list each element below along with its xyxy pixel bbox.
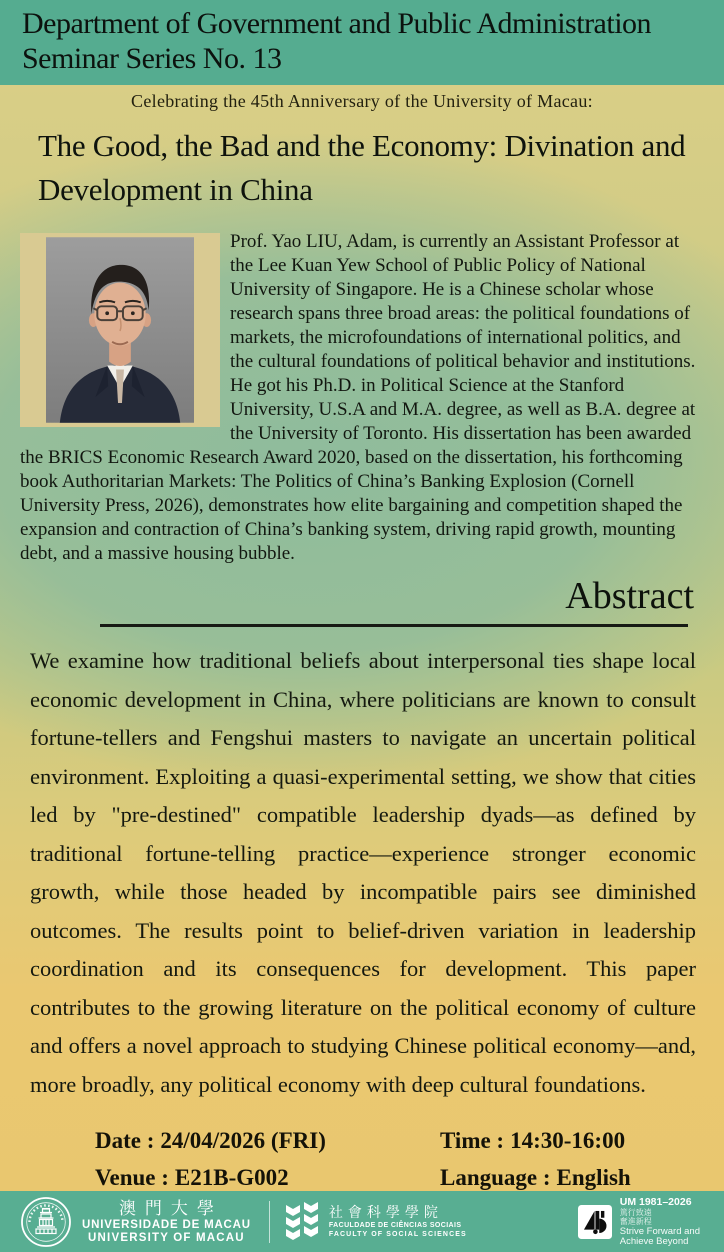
um-name-english: UNIVERSITY OF MACAU: [88, 1231, 245, 1244]
venue-label: Venue :: [95, 1165, 169, 1190]
time-value: 14:30-16:00: [510, 1128, 626, 1153]
language-value: English: [556, 1165, 631, 1190]
um-45th-anniversary-icon: [578, 1205, 612, 1239]
anniversary-slogan-english-2: Achieve Beyond: [619, 1236, 689, 1247]
anniversary-slogan-english-1: Strive Forward and: [619, 1225, 700, 1237]
fss-name-chinese: 社會科學學院: [328, 1204, 443, 1220]
fss-logo-text: [329, 1204, 467, 1239]
um-logo-text: [82, 1199, 251, 1245]
seminar-series-number: Seminar Series No. 13: [22, 42, 282, 75]
time-label: Time :: [440, 1128, 505, 1153]
speaker-photo: [20, 233, 220, 427]
poster-body: [0, 85, 724, 1191]
date-value: 24/04/2026 (FRI): [160, 1128, 326, 1153]
event-date: [95, 1128, 440, 1154]
footer-divider: [269, 1201, 270, 1243]
anniversary-years: UM 1981–2026: [619, 1195, 692, 1208]
event-details: [0, 1128, 724, 1191]
anniversary-slogan-chinese-1: 篤行致遠: [619, 1207, 652, 1217]
abstract-heading: Abstract: [565, 575, 694, 617]
event-language: [440, 1165, 684, 1191]
seminar-title: The Good, the Bad and the Economy: Divination and Development in China: [38, 128, 686, 207]
anniversary-slogan-chinese-2: 奮進新程: [619, 1217, 652, 1226]
venue-value: E21B-G002: [174, 1165, 289, 1190]
um-name-portuguese: UNIVERSIDADE DE MACAU: [82, 1218, 251, 1231]
header-banner: [0, 0, 724, 85]
event-time: [440, 1128, 684, 1154]
fss-name-english: FACULTY OF SOCIAL SCIENCES: [328, 1231, 467, 1238]
anniversary-subtitle: Celebrating the 45th Anniversary of the University of Macau:: [131, 91, 593, 111]
um-logo-group: [20, 1196, 251, 1248]
anniversary-text: [620, 1196, 700, 1248]
um-name-chinese: 澳門大學: [118, 1198, 223, 1218]
speaker-section: [0, 230, 724, 566]
fss-logo-icon: [286, 1202, 320, 1242]
speaker-portrait-illustration: [46, 237, 194, 423]
event-venue: [95, 1165, 440, 1191]
language-label: Language :: [440, 1165, 551, 1190]
abstract-divider: [100, 624, 688, 627]
anniversary-logo-group: [578, 1196, 700, 1248]
speaker-bio: Prof. Yao LIU, Adam, is currently an Assistant Professor at the Lee Kuan Yew School of Public Policy of National University of Singapore. He is a Chinese scholar whose research spans three broad areas: the political foundations of markets, the microfoundations of international politics, and the cultural foundations of political behavior and institutions. He got his Ph.D. in Political Science at the Stanford University, U.S.A and M.A. degree, as well as B.A. degree at the University of Toronto. His dissertation has been awarded the BRICS Economic Research Award 2020, based on the dissertation, his forthcoming book Authoritarian Markets: The Politics of China’s Banking Explosion (Cornell University Press, 2026), demonstrates how elite bargaining and competition shaped the expansion and contraction of China’s banking system, driving rapid growth, mounting debt, and a massive housing bubble.: [20, 231, 696, 564]
fss-logo-group: [286, 1202, 467, 1242]
department-name: Department of Government and Public Administration: [22, 7, 652, 40]
abstract-body: We examine how traditional beliefs about interpersonal ties shape local economic development in China, where politicians are known to consult fortune-tellers and Fengshui masters to navigate an uncertain political environment. Exploiting a quasi-experimental setting, we show that cities led by "pre-destined" compatible leadership dyads—as defined by traditional fortune-telling practice—experience stronger economic growth, while those headed by incompatible pairs see diminished outcomes. The results point to belief-driven variation in leadership coordination and its consequences for development. This paper contributes to the growing literature on the political economy of culture and offers a novel approach to studying Chinese political economy—and, more broadly, any political economy with deep cultural foundations.: [30, 648, 696, 1097]
footer-banner: [0, 1191, 724, 1252]
date-label: Date :: [95, 1128, 155, 1153]
um-seal-icon: [20, 1196, 72, 1248]
fss-name-portuguese: FACULDADE DE CIÊNCIAS SOCIAIS: [328, 1222, 462, 1229]
